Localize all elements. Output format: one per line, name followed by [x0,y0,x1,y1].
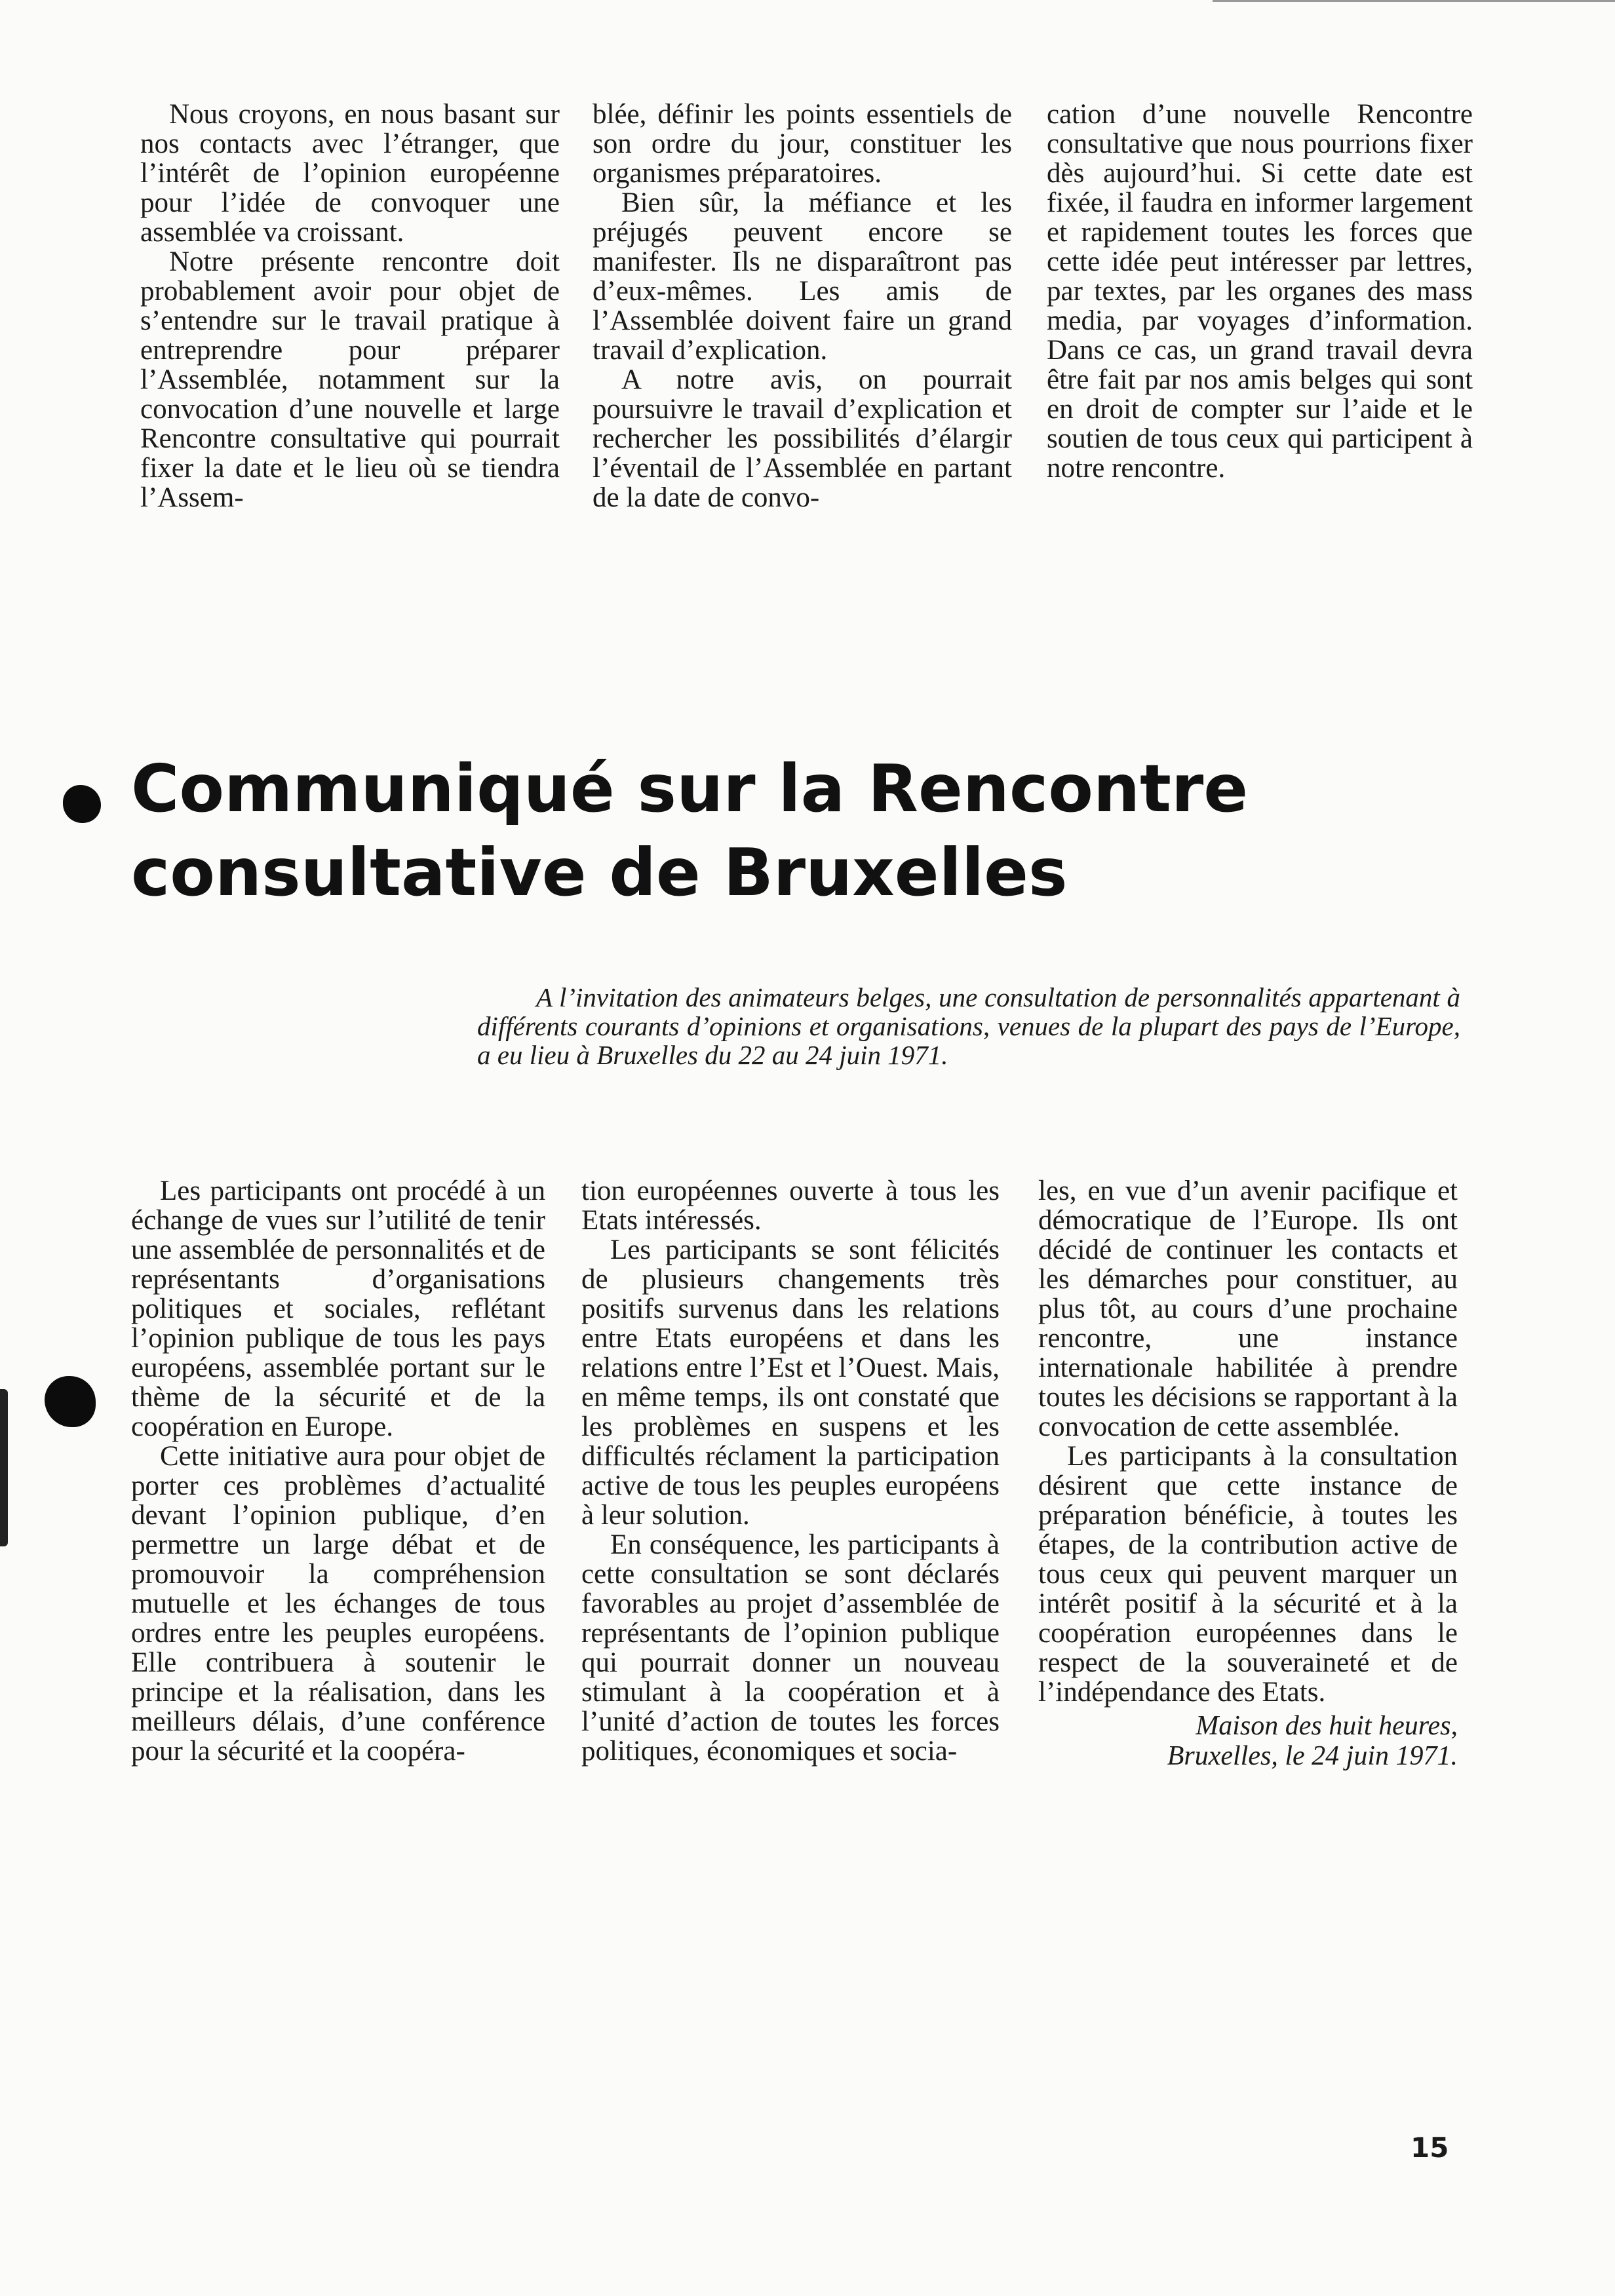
paragraph: Les participants à la consultation désirent que cette instance de préparation bénéficie, à toutes les étapes, de la contribution active de tous ceux qui peuvent marquer un intérêt positif à la sécurité et à la coopération européennes dans le respect de la souveraineté et de l’indépendance des Etats. [1038,1441,1458,1708]
article-column-3 [1038,1176,1458,1771]
paragraph: tion européennes ouverte à tous les Etats intéressés. [581,1176,1000,1236]
article-title [131,747,1376,915]
page-number: 15 [1411,2132,1449,2164]
top-edge-rule [1213,0,1615,2]
top-column-1 [140,100,560,512]
paragraph: En conséquence, les participants à cette consultation se sont déclarés favorables au projet d’assemblée de représentants de l’opinion publique qui pourrait donner un nouveau stimulant à la coopération et à l’unité d’action de toutes les forces politiques, économiques et socia- [581,1529,1000,1767]
top-column-2 [593,100,1012,512]
top-column-3 [1047,100,1473,483]
signature-line-1: Maison des huit heures, [1196,1711,1458,1741]
article-title-line-2: consultative de Bruxelles [131,834,1068,911]
paragraph: Les participants se sont félicités de plusieurs changements très positifs survenus dans les relations entre Etats européens et dans les relations entre l’Est et l’Ouest. Mais, en même temps, ils ont constaté que les problèmes en suspens et les difficultés réclament la participation active de tous les peuples européens à leur solution. [581,1234,1000,1531]
paragraph: Cette initiative aura pour objet de porter ces problèmes d’actualité devant l’opinion publique, d’en permettre un large débat et de promouvoir la compréhension mutuelle et les échanges de tous ordres entre les peuples européens. Elle contribuera à soutenir le principe et la réalisation, dans les meilleurs délais, d’une conférence pour la sécurité et la coopéra- [131,1441,545,1767]
paragraph: Les participants ont procédé à un échange de vues sur l’utilité de tenir une assemblée de personnalités et de représentants d’organisations politiques et sociales, reflétant l’opinion publique de tous les pays européens, assemblée portant sur le thème de la sécurité et de la coopération en Europe. [131,1176,545,1442]
paragraph: Bien sûr, la méfiance et les préjugés peuvent encore se manifester. Ils ne disparaîtront pas d’eux-mêmes. Les amis de l’Assemblée doivent faire un grand travail d’explication. [593,187,1012,366]
paragraph: cation d’une nouvelle Rencontre consultative que nous pourrions fixer dès aujourd’hui. Si cette date est fixée, il faudra en informer largement et rapidement toutes les forces que cette idée peut intéresser par lettres, par textes, par les organes des mass media, par voyages d’information. Dans ce cas, un grand travail devra être fait par nos amis belges qui sont en droit de compter sur l’aide et le soutien de tous ceux qui participent à notre rencontre. [1047,99,1473,484]
paragraph: les, en vue d’un avenir pacifique et démocratique de l’Europe. Ils ont décidé de continuer les contacts et les démarches pour constituer, au plus tôt, au cours d’une prochaine rencontre, une instance internationale habilitée à prendre toutes les décisions se rapportant à la convocation de cette assemblée. [1038,1176,1458,1442]
paragraph: Nous croyons, en nous basant sur nos contacts avec l’étranger, que l’intérêt de l’opinion européenne pour l’idée de convoquer une assemblée va croissant. [140,99,560,248]
paragraph: A notre avis, on pourrait poursuivre le travail d’explication et rechercher les possibilités d’élargir l’éventail de l’Assemblée en partant de la date de convo- [593,364,1012,513]
punch-hole-mark [45,1376,96,1427]
signature-block [1038,1711,1458,1771]
binding-edge-mark [0,1389,8,1546]
article-title-line-1: Communiqué sur la Rencontre [131,750,1249,827]
paragraph: blée, définir les points essentiels de son ordre du jour, constituer les organismes préparatoires. [593,99,1012,189]
signature-line-2: Bruxelles, le 24 juin 1971. [1167,1741,1458,1771]
article-lead: A l’invitation des animateurs belges, une consultation de personnalités appartenant à différents courants d’opinions et organisations, venues de la plupart des pays de l’Europe, a eu lieu à Bruxelles du 22 au 24 juin 1971. [477,982,1460,1070]
paragraph: Notre présente rencontre doit probablement avoir pour objet de s’entendre sur le travail pratique à entreprendre pour préparer l’Assemblée, notamment sur la convocation d’une nouvelle et large Rencontre consultative qui pourrait fixer la date et le lieu où se tiendra l’Assem- [140,246,560,513]
article-column-1 [131,1176,545,1766]
punch-hole-mark [63,785,101,823]
article-column-2 [581,1176,1000,1766]
